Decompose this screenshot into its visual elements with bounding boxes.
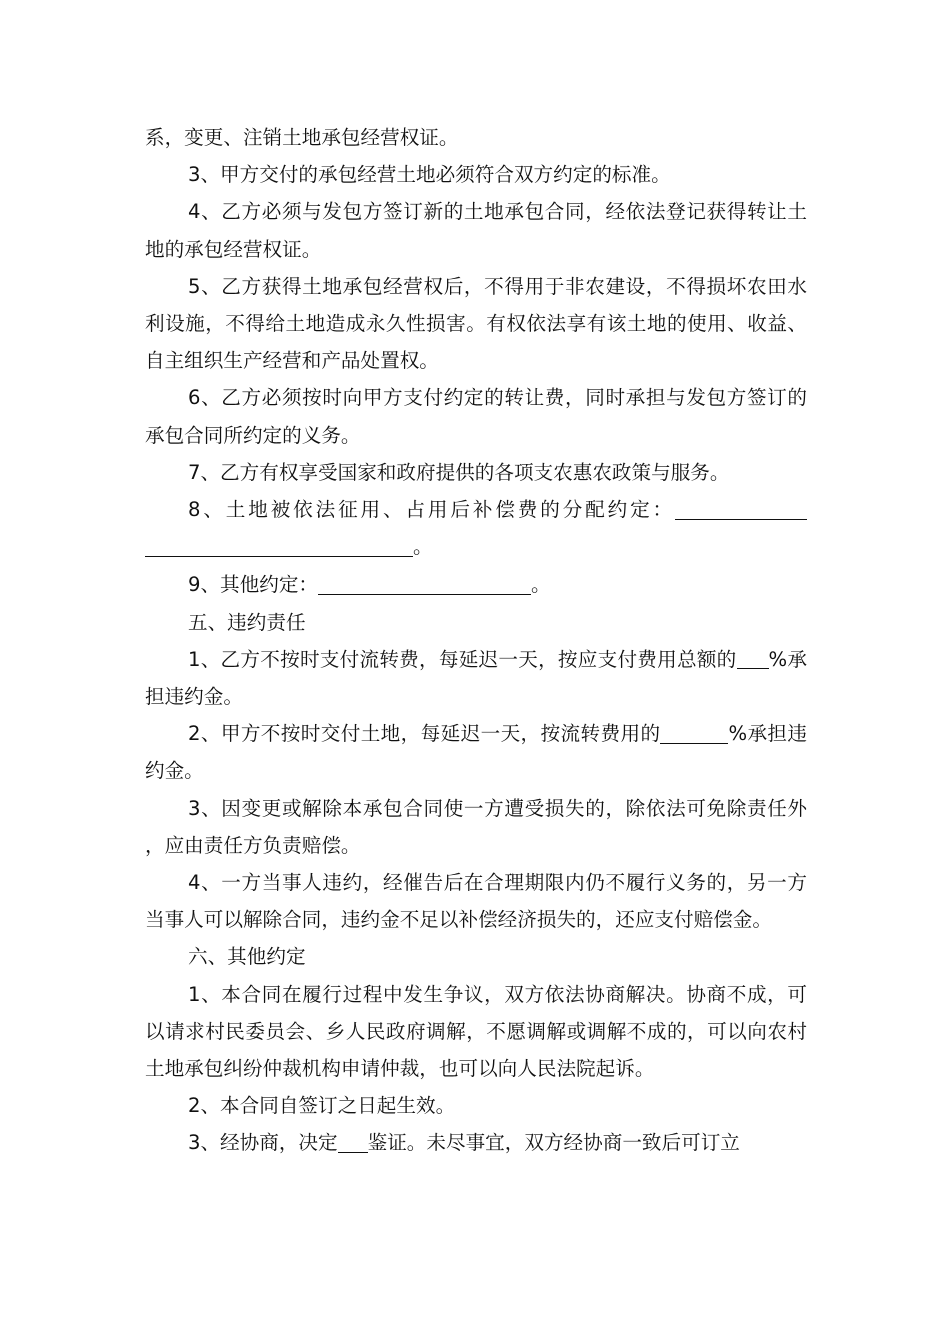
paragraph-text: 4、一方当事人违约，经催告后在合理期限内仍不履行义务的，另一方当事人可以解除合同，违约金不足以补偿经济损失的，还应支付赔偿金。 [145,871,807,932]
section-heading-text: 五、违约责任 [188,610,306,634]
clause-4-5 [145,268,807,380]
clause-4-3 [145,156,807,193]
fill-in-blank [145,535,413,557]
paragraph-text: 鉴证。未尽事宜，双方经协商一致后可订立 [367,1131,740,1155]
clause-6-1 [145,976,807,1088]
clause-4-4 [145,193,807,267]
fill-in-blank [338,1131,368,1153]
paragraph-text: 7、乙方有权享受国家和政府提供的各项支农惠农政策与服务。 [188,460,730,484]
paragraph-text: 3、因变更或解除本承包合同使一方遭受损失的，除依法可免除责任外，应由责任方负责赔偿。 [145,796,807,857]
clause-5-1 [145,641,807,715]
paragraph-text: 3、甲方交付的承包经营土地必须符合双方约定的标准。 [188,163,671,187]
paragraph-continuation [145,119,807,156]
paragraph-text: 5、乙方获得土地承包经营权后，不得用于非农建设，不得损坏农田水利设施，不得给土地造成永久性损害。有权依法享有该土地的使用、收益、自主组织生产经营和产品处置权。 [145,274,807,373]
fill-in-blank [737,648,769,670]
paragraph-text: 6、乙方必须按时向甲方支付约定的转让费，同时承担与发包方签订的承包合同所约定的义务。 [145,386,807,447]
clause-5-4 [145,864,807,938]
section-heading-6 [145,938,807,975]
paragraph-text: 系，变更、注销土地承包经营权证。 [145,126,459,149]
fill-in-blank [675,498,807,520]
clause-4-8 [145,491,807,565]
paragraph-text: 8、土地被依法征用、占用后补偿费的分配约定： [188,498,675,522]
paragraph-text: 3、经协商，决定 [188,1131,338,1155]
paragraph-text: %承担违约金。 [145,722,807,783]
clause-6-2 [145,1087,807,1124]
paragraph-text: 1、本合同在履行过程中发生争议，双方依法协商解决。协商不成，可以请求村民委员会、乡人民政府调解，不愿调解或调解不成的，可以向农村土地承包纠纷仲裁机构申请仲裁，也可以向人民法院起诉。 [145,982,807,1081]
section-heading-text: 六、其他约定 [188,945,306,969]
clause-6-3 [145,1124,807,1161]
paragraph-text: 1、乙方不按时支付流转费，每延迟一天，按应支付费用总额的 [188,647,737,671]
document-page [145,119,807,1162]
clause-4-9 [145,566,807,603]
fill-in-blank [660,722,728,744]
paragraph-text: 4、乙方必须与发包方签订新的土地承包合同，经依法登记获得转让土地的承包经营权证。 [145,200,807,261]
paragraph-text: 9、其他约定： [188,573,319,597]
paragraph-text: 2、本合同自签订之日起生效。 [188,1094,456,1118]
clause-5-3 [145,790,807,864]
paragraph-text: %承担违约金。 [145,647,807,709]
clause-4-7 [145,454,807,491]
fill-in-blank [318,573,531,595]
clause-5-2 [145,715,807,789]
paragraph-text: 。 [531,573,551,597]
paragraph-text: 。 [413,535,433,559]
section-heading-5 [145,604,807,641]
clause-4-6 [145,379,807,453]
paragraph-text: 2、甲方不按时交付土地，每延迟一天，按流转费用的 [188,722,661,746]
